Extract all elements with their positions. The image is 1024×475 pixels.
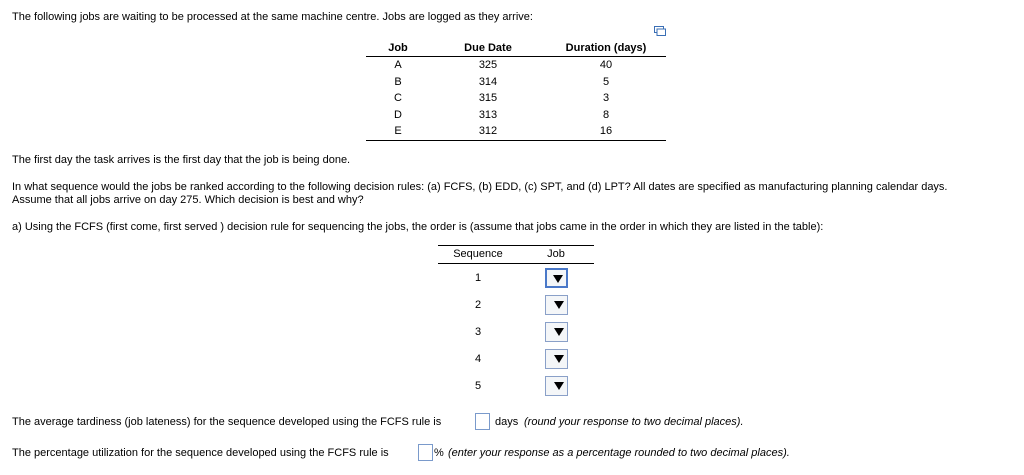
job-select-1[interactable]	[545, 268, 568, 288]
due-date-cell: 312	[478, 125, 498, 138]
due-date-cell: 313	[478, 108, 498, 121]
note-first-day: The first day the task arrives is the first day that the job is being done.	[12, 154, 351, 166]
chevron-down-icon	[553, 275, 563, 283]
job-cell: E	[394, 125, 402, 138]
header-job: Job	[547, 248, 565, 260]
sequence-table-header	[438, 245, 594, 264]
tardiness-prompt: The average tardiness (job lateness) for the sequence developed using the FCFS rule is	[12, 416, 442, 428]
job-select-5[interactable]	[545, 376, 568, 396]
table-row	[438, 264, 594, 291]
question-text-continued: Assume that all jobs arrive on day 275. Which decision is best and why?	[12, 194, 364, 206]
table-row	[366, 107, 666, 124]
table-row	[438, 372, 594, 399]
job-table-header	[366, 40, 666, 57]
sequence-table	[438, 245, 594, 399]
job-select-4[interactable]	[545, 349, 568, 369]
intro-text: The following jobs are waiting to be processed at the same machine centre. Jobs are logged as they arrive:	[12, 11, 533, 23]
table-row	[366, 123, 666, 140]
header-sequence: Sequence	[453, 248, 503, 260]
question-text: In what sequence would the jobs be ranked according to the following decision rules: (a) FCFS, (b) EDD, (c) SPT, and (d) LPT? All dates are specified as manufacturing planning calendar days.	[12, 181, 948, 193]
duration-cell: 40	[599, 59, 613, 71]
chevron-down-icon	[554, 382, 564, 390]
header-due-date: Due Date	[464, 42, 512, 54]
header-job: Job	[388, 42, 408, 54]
chevron-down-icon	[554, 328, 564, 336]
job-select-2[interactable]	[545, 295, 568, 315]
chevron-down-icon	[554, 355, 564, 363]
duration-cell: 16	[599, 125, 613, 138]
table-row	[366, 74, 666, 91]
due-date-cell: 325	[478, 59, 498, 71]
table-row	[366, 90, 666, 107]
table-row	[366, 57, 666, 74]
sequence-number: 4	[474, 352, 482, 365]
duration-cell: 3	[602, 92, 610, 105]
sequence-number: 3	[474, 325, 482, 338]
tardiness-input[interactable]	[475, 413, 490, 430]
chevron-down-icon	[554, 301, 564, 309]
sequence-number: 2	[474, 298, 482, 311]
header-duration: Duration (days)	[565, 42, 647, 54]
job-select-3[interactable]	[545, 322, 568, 342]
due-date-cell: 314	[478, 75, 498, 88]
duration-cell: 5	[602, 75, 610, 88]
job-table	[366, 40, 666, 141]
job-cell: C	[394, 92, 402, 105]
job-cell: A	[394, 59, 402, 71]
duration-cell: 8	[602, 108, 610, 121]
utilization-hint: (enter your response as a percentage rounded to two decimal places).	[448, 447, 790, 459]
sequence-number: 1	[474, 271, 482, 284]
part-a-prompt: a) Using the FCFS (first come, first served ) decision rule for sequencing the jobs, the order is (assume that jobs came in the order in which they are listed in the table):	[12, 221, 824, 233]
utilization-unit: %	[434, 447, 444, 459]
job-cell: B	[394, 75, 402, 88]
copy-icon[interactable]	[654, 26, 666, 36]
utilization-prompt: The percentage utilization for the sequence developed using the FCFS rule is	[12, 447, 389, 459]
table-row	[438, 318, 594, 345]
sequence-number: 5	[474, 379, 482, 392]
tardiness-hint: (round your response to two decimal places).	[524, 416, 744, 428]
due-date-cell: 315	[478, 92, 498, 105]
job-cell: D	[394, 108, 402, 121]
tardiness-unit: days	[495, 416, 519, 428]
utilization-input[interactable]	[418, 444, 433, 461]
table-row	[438, 291, 594, 318]
table-row	[438, 345, 594, 372]
